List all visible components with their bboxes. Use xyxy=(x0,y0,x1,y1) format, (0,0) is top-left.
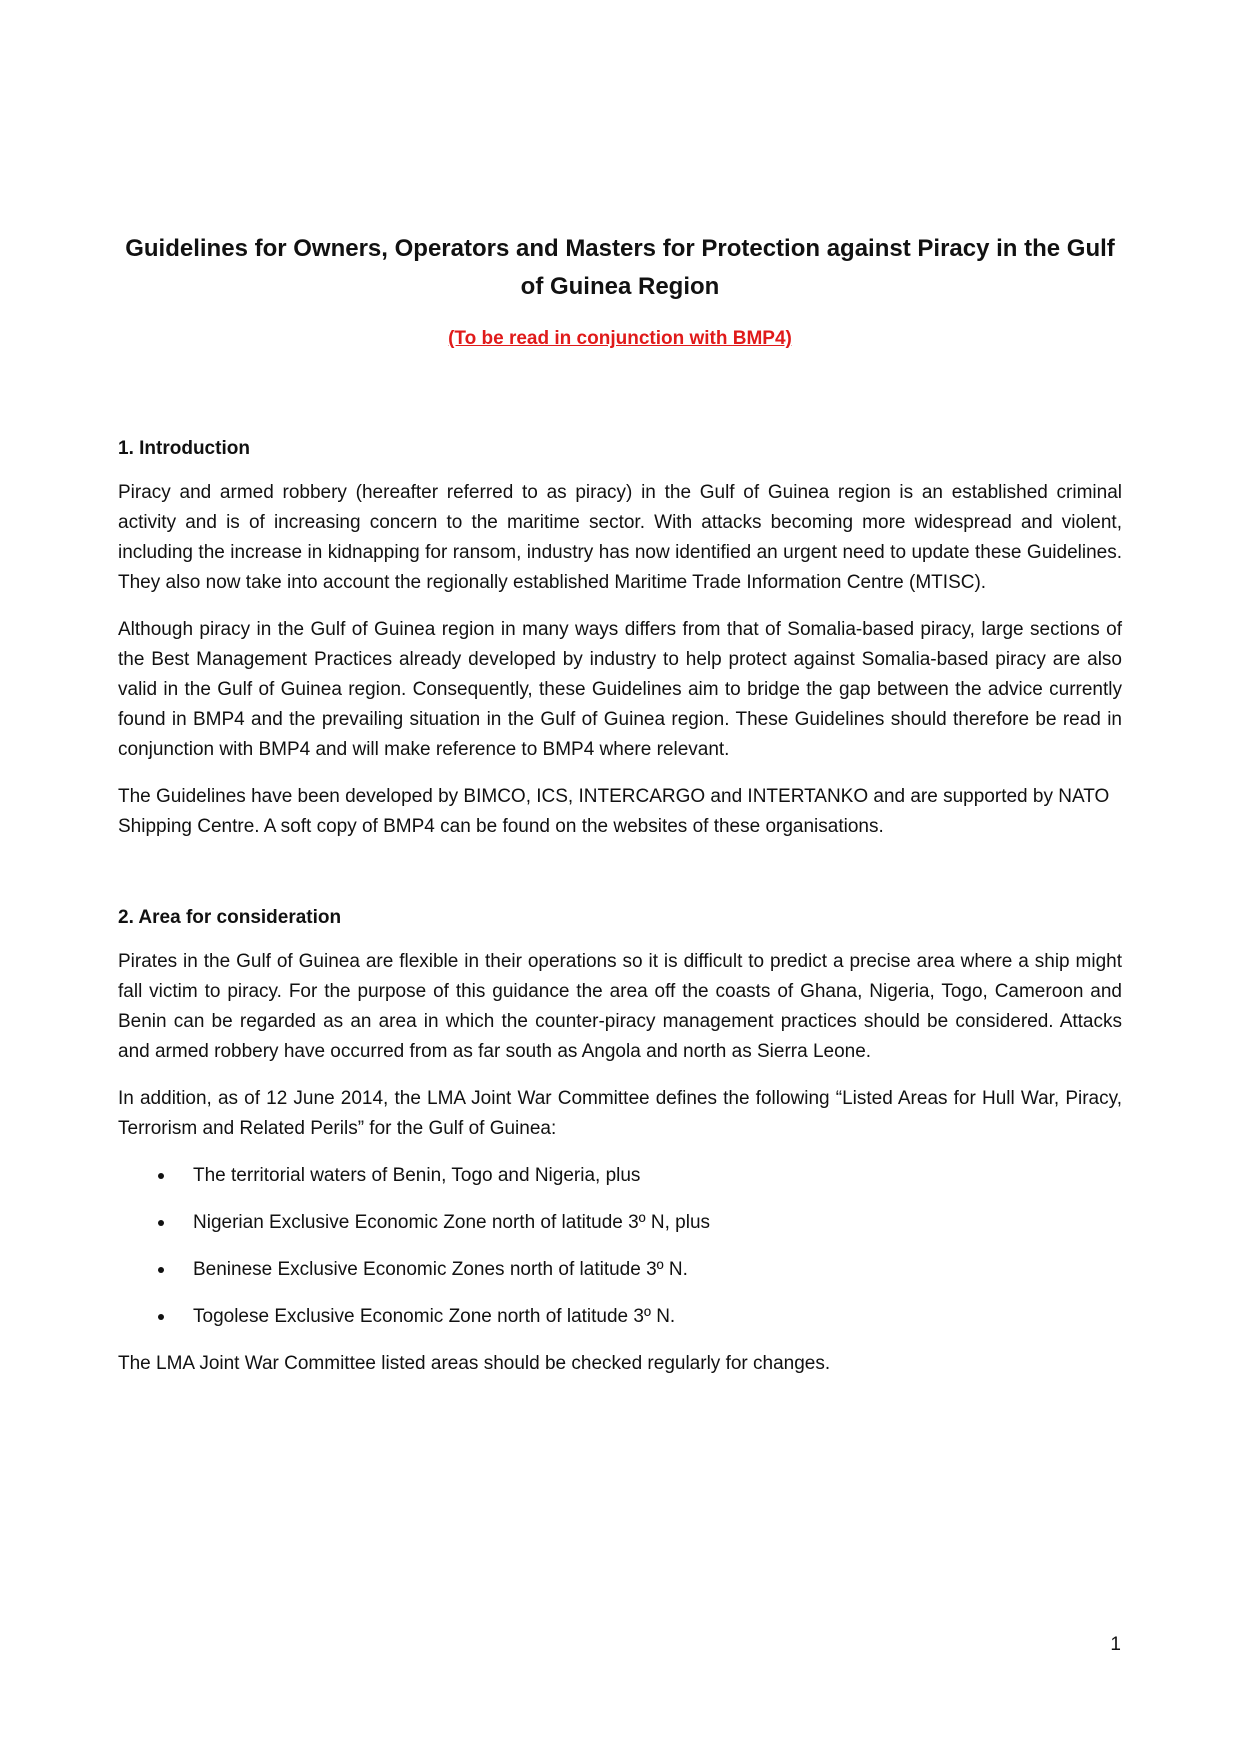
closing-paragraph: The LMA Joint War Committee listed areas should be checked regularly for changes. xyxy=(118,1353,831,1374)
bullet-icon xyxy=(158,1220,164,1226)
section-heading: 2. Area for consideration xyxy=(118,907,342,928)
paragraph: Piracy and armed robbery (hereafter referred to as piracy) in the Gulf of Guinea region is an established criminal activity and is of increasing concern to the maritime sector. With attacks becoming more widespread and violent, including the increase in kidnapping for ransom, industry has now identified an urgent need to update these Guidelines. They also now take into account the regionally established Maritime Trade Information Centre (MTISC). xyxy=(118,482,1122,593)
list-item xyxy=(118,1161,1122,1191)
list-item xyxy=(118,1255,1122,1285)
paragraph: In addition, as of 12 June 2014, the LMA Joint War Committee defines the following “Listed Areas for Hull War, Piracy, Terrorism and Related Perils” for the Gulf of Guinea: xyxy=(118,1088,1122,1139)
list-item-text: Nigerian Exclusive Economic Zone north of latitude 3º N, plus xyxy=(193,1212,711,1233)
list-item-text: The territorial waters of Benin, Togo and Nigeria, plus xyxy=(193,1165,641,1186)
section-introduction xyxy=(118,434,1122,842)
section-heading: 1. Introduction xyxy=(118,438,250,459)
listed-areas-list xyxy=(118,1161,1122,1332)
list-item xyxy=(118,1208,1122,1238)
list-item xyxy=(118,1302,1122,1332)
list-item-text: Beninese Exclusive Economic Zones north of latitude 3º N. xyxy=(193,1259,688,1280)
list-item-text: Togolese Exclusive Economic Zone north of latitude 3º N. xyxy=(193,1306,676,1327)
document-subtitle: (To be read in conjunction with BMP4) xyxy=(448,328,792,349)
bullet-icon xyxy=(158,1267,164,1273)
paragraph: Pirates in the Gulf of Guinea are flexible in their operations so it is difficult to predict a precise area where a ship might fall victim to piracy. For the purpose of this guidance the area off the coasts of Ghana, Nigeria, Togo, Cameroon and Benin can be regarded as an area in which the counter-piracy management practices should be considered. Attacks and armed robbery have occurred from as far south as Angola and north as Sierra Leone. xyxy=(118,951,1122,1062)
document-body xyxy=(118,434,1122,1396)
bullet-icon xyxy=(158,1314,164,1320)
bullet-icon xyxy=(158,1173,164,1179)
section-spacer xyxy=(118,859,1122,903)
paragraph: Although piracy in the Gulf of Guinea region in many ways differs from that of Somalia-based piracy, large sections of the Best Management Practices already developed by industry to help protect against Somalia-based piracy are also valid in the Gulf of Guinea region. Consequently, these Guidelines aim to bridge the gap between the advice currently found in BMP4 and the prevailing situation in the Gulf of Guinea region. These Guidelines should therefore be read in conjunction with BMP4 and will make reference to BMP4 where relevant. xyxy=(118,619,1122,760)
section-area-for-consideration xyxy=(118,903,1122,1379)
page-number: 1 xyxy=(1110,1634,1121,1655)
document-title: Guidelines for Owners, Operators and Masters for Protection against Piracy in the Gulf of Guinea Region xyxy=(125,235,1115,300)
paragraph: The Guidelines have been developed by BIMCO, ICS, INTERCARGO and INTERTANKO and are supported by NATO Shipping Centre. A soft copy of BMP4 can be found on the websites of these organisations. xyxy=(118,786,1110,837)
